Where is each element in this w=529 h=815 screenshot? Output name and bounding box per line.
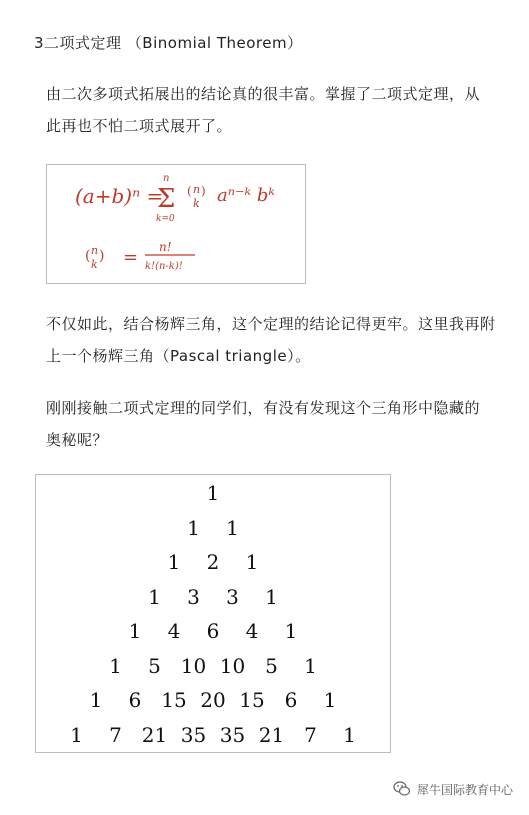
pascal-number: 4: [167, 619, 181, 643]
paragraph-intro: 由二次多项式拓展出的结论真的很丰富。掌握了二项式定理，从此再也不怕二项式展开了。: [46, 85, 481, 135]
paragraph-pascal-intro: 不仅如此，结合杨辉三角，这个定理的结论记得更牢。这里我再附上一个杨辉三角（Pascal triangle）。: [46, 315, 496, 365]
sum-lower: k=0: [156, 214, 175, 224]
pascal-row: [36, 550, 390, 584]
pascal-number: 1: [245, 550, 259, 574]
pascal-row: [36, 585, 390, 619]
pascal-number: 1: [343, 722, 356, 747]
pascal-number: 1: [128, 619, 142, 643]
pascal-number: 1: [226, 515, 239, 540]
pascal-number: 1: [206, 481, 220, 505]
section-heading: 3二项式定理 （Binomial Theorem）: [34, 34, 303, 52]
frac-numerator: n!: [159, 240, 172, 254]
pascal-number: 1: [187, 515, 200, 540]
pascal-number: 1: [304, 653, 317, 678]
pascal-number: 21: [258, 722, 285, 747]
pascal-number: 1: [284, 619, 298, 643]
pascal-number: 21: [141, 722, 168, 747]
pascal-number: 35: [219, 722, 246, 747]
sigma-symbol: Σ: [157, 184, 176, 214]
pascal-number: 1: [109, 653, 122, 678]
binom2-bottom: k: [91, 258, 98, 271]
pascal-triangle: [35, 474, 391, 753]
pascal-row: [36, 723, 390, 757]
pascal-number: 7: [304, 722, 317, 747]
pascal-number: 3: [226, 584, 239, 609]
pascal-number: 1: [167, 550, 181, 574]
svg-text:(: (: [187, 184, 192, 198]
pascal-number: 1: [323, 688, 337, 712]
pascal-number: 6: [128, 688, 142, 712]
watermark: [393, 780, 513, 798]
binom-top: n: [193, 183, 201, 196]
pascal-number: 1: [70, 722, 83, 747]
pascal-row: [36, 619, 390, 653]
pascal-number: 15: [239, 688, 265, 712]
svg-text:(: (: [85, 248, 91, 264]
pascal-number: 35: [180, 722, 207, 747]
pascal-row: [36, 481, 390, 515]
pascal-number: 1: [89, 688, 103, 712]
binom2-top: n: [91, 244, 99, 257]
formula-lhs: (a+b)ⁿ =: [75, 184, 164, 208]
formula-equals: =: [123, 247, 139, 268]
frac-denominator: k!(n-k)!: [145, 261, 183, 272]
pascal-number: 6: [206, 619, 220, 643]
pascal-number: 5: [148, 653, 161, 678]
pascal-number: 3: [187, 584, 200, 609]
pascal-number: 7: [109, 722, 122, 747]
pascal-number: 5: [265, 653, 278, 678]
binomial-formula-image: [46, 164, 306, 284]
pascal-number: 1: [265, 584, 278, 609]
pascal-row: [36, 688, 390, 722]
pascal-number: 4: [245, 619, 259, 643]
pascal-number: 15: [161, 688, 187, 712]
svg-text:): ): [99, 248, 105, 264]
pascal-number: 2: [206, 550, 220, 574]
pascal-number: 20: [200, 688, 226, 712]
svg-text:): ): [201, 184, 206, 198]
pascal-number: 6: [284, 688, 298, 712]
pascal-number: 10: [219, 653, 246, 678]
formula-svg: [47, 165, 307, 285]
wechat-icon: [393, 780, 411, 798]
binom-bottom: k: [193, 197, 200, 210]
pascal-number: 1: [148, 584, 161, 609]
sum-upper: n: [163, 173, 170, 184]
pascal-row: [36, 516, 390, 550]
paragraph-question: 刚刚接触二项式定理的同学们，有没有发现这个三角形中隐藏的奥秘呢？: [46, 399, 481, 449]
pascal-number: 10: [180, 653, 207, 678]
pascal-row: [36, 654, 390, 688]
watermark-text: 犀牛国际教育中心: [416, 782, 513, 797]
formula-terms: aⁿ⁻ᵏ bᵏ: [217, 185, 275, 206]
